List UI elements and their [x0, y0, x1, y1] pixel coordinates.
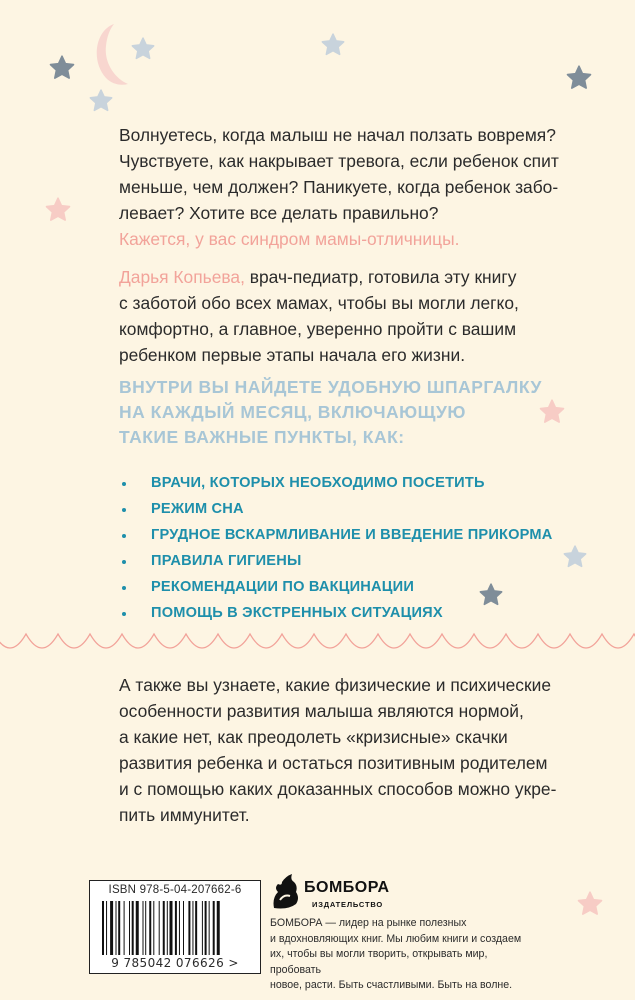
heading-line: НА КАЖДЫЙ МЕСЯЦ, ВКЛЮЧАЮЩУЮ	[119, 402, 466, 422]
star-icon	[48, 54, 76, 82]
barcode-bar	[149, 901, 151, 955]
star-icon	[88, 88, 114, 114]
publisher-line: и вдохновляющих книг. Мы любим книги и создаем	[270, 932, 522, 945]
barcode-bar	[170, 901, 173, 955]
heading-line: ТАКИЕ ВАЖНЫЕ ПУНКТЫ, КАК:	[119, 427, 405, 447]
barcode-bar	[159, 901, 160, 955]
bullet-dot-icon	[122, 482, 126, 486]
heading-line: ВНУТРИ ВЫ НАЙДЕТЕ УДОБНУЮ ШПАРГАЛКУ	[119, 377, 542, 397]
outro-line: особенности развития малыша являются нормой,	[119, 701, 524, 721]
author-name: Дарья Копьева,	[119, 267, 245, 287]
intro-line: левает? Хотите все делать правильно?	[119, 203, 439, 223]
isbn-label: ISBN 978-5-04-207662-6	[108, 884, 242, 896]
star-icon	[44, 196, 72, 224]
list-item	[119, 600, 553, 626]
publisher-name: БОМБОРА	[304, 879, 390, 896]
barcode-bar	[195, 901, 197, 955]
star-icon	[130, 36, 156, 62]
publisher-line: БОМБОРА — лидер на рынке полезных	[270, 917, 467, 929]
publisher-subtitle: ИЗДАТЕЛЬСТВО	[312, 900, 383, 909]
publisher-description	[270, 916, 540, 994]
barcode-bar	[118, 901, 120, 955]
publisher-line: их, чтобы вы могли творить, открывать мир, пробовать	[270, 948, 488, 976]
author-line: комфортно, а главное, уверенно пройти с вашим	[119, 319, 517, 339]
moon-icon	[92, 22, 132, 88]
barcode-bar	[136, 901, 139, 955]
barcode-bar	[143, 901, 144, 955]
barcode-bar	[116, 901, 117, 955]
barcode-bar	[106, 901, 107, 955]
barcode-bar	[153, 901, 154, 955]
author-line-rest: врач-педиатр, готовила эту книгу	[244, 267, 517, 287]
bombora-logo-icon	[270, 872, 300, 910]
barcode-number: 9 785042 076626 >	[111, 956, 239, 970]
list-item-label: ПОМОЩЬ В ЭКСТРЕННЫХ СИТУАЦИЯХ	[151, 605, 443, 621]
outro-paragraph	[119, 672, 599, 828]
bullet-dot-icon	[122, 534, 126, 538]
scalloped-divider	[0, 628, 635, 668]
barcode-bar	[175, 901, 177, 955]
barcode-bar	[179, 901, 180, 955]
topics-list	[119, 470, 553, 626]
barcode-bar	[202, 901, 203, 955]
list-item	[119, 574, 553, 600]
outro-line: и с помощью каких доказанных способов можно укре-	[119, 779, 557, 799]
publisher-line: новое, расти. Быть счастливыми. Быть на волне.	[270, 979, 513, 991]
list-item	[119, 496, 553, 522]
bullet-dot-icon	[122, 508, 126, 512]
bullet-dot-icon	[122, 612, 126, 616]
outro-line: а какие нет, как преодолеть «кризисные» скачки	[119, 727, 508, 747]
list-item	[119, 548, 553, 574]
outro-line: пить иммунитет.	[119, 805, 250, 825]
barcode-bar	[167, 901, 168, 955]
barcode-bar	[217, 901, 220, 955]
list-item	[119, 470, 553, 496]
author-line	[119, 264, 599, 290]
inside-heading	[119, 375, 579, 450]
barcode-bar	[192, 901, 193, 955]
author-line: с заботой обо всех мамах, чтобы вы могли легко,	[119, 293, 519, 313]
barcode-bar	[145, 901, 146, 955]
intro-line: Волнуетесь, когда малыш не начал ползать вовремя?	[119, 125, 556, 145]
star-icon	[576, 890, 604, 918]
outro-line: А также вы узнаете, какие физические и психические	[119, 675, 551, 695]
intro-line: Чувствуете, как накрывает тревога, если ребенок спит	[119, 151, 559, 171]
barcode-bar	[102, 901, 104, 955]
author-paragraph	[119, 264, 599, 368]
list-item	[119, 522, 553, 548]
barcode-bar	[188, 901, 190, 955]
star-icon	[565, 64, 593, 92]
barcode-bar	[183, 901, 184, 955]
list-item-label: ПРАВИЛА ГИГИЕНЫ	[151, 553, 302, 569]
barcode-bar	[205, 901, 207, 955]
bullet-dot-icon	[122, 586, 126, 590]
barcode-bar	[209, 901, 210, 955]
barcode-bar	[124, 901, 125, 955]
list-item-label: ГРУДНОЕ ВСКАРМЛИВАНИЕ И ВВЕДЕНИЕ ПРИКОРМА	[151, 527, 553, 543]
intro-line: меньше, чем должен? Паникуете, когда ребенок забо-	[119, 177, 559, 197]
star-icon	[320, 32, 346, 58]
bullet-dot-icon	[122, 560, 126, 564]
intro-paragraph	[119, 122, 599, 252]
barcode-bar	[163, 901, 165, 955]
list-item-label: РЕКОМЕНДАЦИИ ПО ВАКЦИНАЦИИ	[151, 579, 415, 595]
star-icon	[562, 544, 588, 570]
barcode-bar	[110, 901, 113, 955]
barcode-bar	[132, 901, 134, 955]
intro-highlight: Кажется, у вас синдром мамы-отличницы.	[119, 229, 460, 249]
barcode-bars	[100, 901, 250, 955]
list-item-label: ВРАЧИ, КОТОРЫХ НЕОБХОДИМО ПОСЕТИТЬ	[151, 475, 485, 491]
barcode	[89, 880, 261, 974]
barcode-bar	[213, 901, 215, 955]
list-item-label: РЕЖИМ СНА	[151, 501, 244, 517]
outro-line: развития ребенка и остаться позитивным родителем	[119, 753, 548, 773]
author-line: ребенком первые этапы начала его жизни.	[119, 345, 466, 365]
barcode-bar	[129, 901, 130, 955]
